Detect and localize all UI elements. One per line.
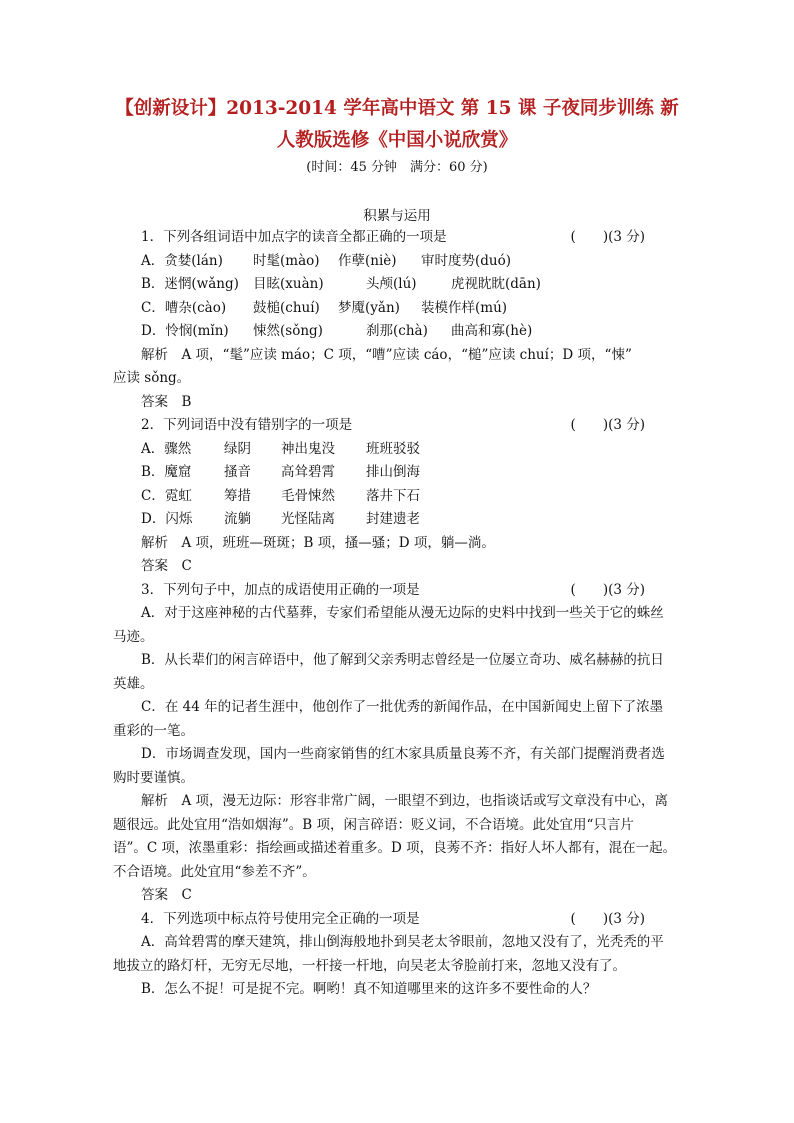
option-text: 鼓槌(chuí): [253, 299, 320, 316]
question-3-option-b-line-1: B．从长辈们的闲言碎语中，他了解到父亲秀明志曾经是一位屡立奇功、威名赫赫的抗日: [141, 652, 664, 668]
question-1-option-c: [113, 297, 685, 321]
question-3-option-b-line-2: 英雄。: [113, 675, 154, 692]
question-2-score: ( )(3 分): [570, 417, 645, 433]
questions-body: [113, 226, 685, 1002]
option-text: C．霓虹: [141, 487, 192, 504]
question-4-option-a-line-1: A．高耸碧霄的摩天建筑，排山倒海般地扑到吴老太爷眼前，忽地又没有了，光秃秃的平: [141, 934, 664, 950]
question-1-analysis-line-2: 应读 sǒng。: [113, 370, 191, 386]
question-1-answer: 答案 B: [141, 393, 192, 410]
question-1-score: ( )(3 分): [570, 229, 645, 245]
question-1-analysis-line-1: 解析 A 项，“髦”应读 máo；C 项，“嘈”应读 cáo，“槌”应读 chuí；D 项，“悚”: [141, 346, 632, 363]
question-1-option-a: [113, 250, 685, 274]
option-text: 落井下石: [366, 487, 420, 504]
question-4-option-b-line-1: B．怎么不捉！可是捉不完。啊哟！真不知道哪里来的这许多不要性命的人？: [141, 981, 597, 997]
question-4-option-a-line-2: 地拔立的路灯杆，无穷无尽地，一杆接一杆地，向吴老太爷脸前打来，忽地又没有了。: [113, 957, 626, 974]
question-3-text: 3．下列句子中，加点的成语使用正确的一项是: [141, 581, 420, 598]
option-text: A．贪婪(lán): [141, 252, 223, 269]
question-2-option-c: [113, 485, 685, 509]
question-4-score: ( )(3 分): [570, 910, 645, 927]
option-text: A．骤然: [141, 440, 192, 457]
option-text: 封建遗老: [366, 511, 420, 527]
question-3-option-c-line-2: 重彩的一笔。: [113, 722, 194, 739]
question-3-analysis-line-2: 题很远。此处宜用“浩如烟海”。B 项，闲言碎语：贬义词，不合语境。此处宜用“只言片: [113, 816, 634, 833]
option-text: 虎视眈眈(dān): [451, 276, 541, 292]
question-3-option-d-line-2: 购时要谨慎。: [113, 769, 194, 786]
question-2-analysis: 解析 A 项，班班—斑斑；B 项，搔—骚；D 项，躺—淌。: [141, 534, 495, 551]
option-text: 刹那(chà): [366, 323, 428, 339]
option-text: 头颅(lú): [366, 276, 417, 292]
question-1-option-b: [113, 273, 685, 297]
question-3-analysis-line-1: 解析 A 项，漫无边际：形容非常广阔，一眼望不到边，也指谈话或写文章没有中心，离: [141, 793, 669, 809]
option-text: 神出鬼没: [281, 440, 335, 457]
option-text: B．迷惘(wǎng): [141, 276, 239, 292]
option-text: D．怜悯(mǐn): [141, 323, 229, 339]
option-text: 曲高和寡(hè): [451, 323, 533, 339]
document-title-line-1: 【创新设计】2013-2014 学年高中语文 第 15 课 子夜同步训练 新: [115, 98, 679, 119]
question-3-analysis-line-4: 不合语境。此处宜用“参差不齐”。: [113, 863, 316, 880]
question-3-option-d-line-1: D．市场调查发现，国内一些商家销售的红木家具质量良莠不齐，有关部门提醒消费者选: [141, 746, 665, 762]
option-text: 毛骨悚然: [281, 487, 335, 504]
question-2-option-d: [113, 508, 685, 532]
option-text: 班班驳驳: [366, 440, 420, 457]
option-text: 流躺: [224, 511, 251, 527]
time-and-score-note: (时间：45 分钟 满分：60 分): [306, 160, 488, 175]
question-2-answer: 答案 C: [141, 558, 192, 574]
option-text: 装模作样(mú): [421, 299, 508, 316]
document-title-line-2: 人教版选修《中国小说欣赏》: [276, 130, 518, 151]
option-text: 高耸碧霄: [281, 464, 335, 480]
question-1-text: 1．下列各组词语中加点字的读音全都正确的一项是: [141, 229, 447, 245]
option-text: 搔音: [224, 464, 251, 480]
option-text: 作孽(niè): [338, 252, 397, 269]
option-text: 梦魇(yǎn): [338, 299, 400, 316]
option-text: B．魔窟: [141, 464, 192, 480]
question-2-stem: [113, 414, 685, 438]
question-2-option-b: [113, 461, 685, 485]
option-text: D．闪烁: [141, 511, 193, 527]
question-3-analysis-line-3: 语”。C 项，浓墨重彩：指绘画或描述着重多。D 项，良莠不齐：指好人坏人都有，混在一起。: [113, 840, 677, 856]
question-1-stem: [113, 226, 685, 250]
question-4-stem: [113, 908, 685, 932]
question-3-stem: [113, 579, 685, 603]
option-text: 审时度势(duó): [421, 252, 511, 269]
section-heading: 积累与运用: [363, 208, 431, 224]
option-text: C．嘈杂(cào): [141, 299, 227, 316]
question-3-option-a-line-1: A．对于这座神秘的古代墓葬，专家们希望能从漫无边际的史料中找到一些关于它的蛛丝: [141, 605, 664, 621]
option-text: 排山倒海: [366, 464, 420, 480]
option-text: 筹措: [224, 487, 251, 504]
question-3-answer: 答案 C: [141, 887, 192, 903]
option-text: 绿阴: [224, 440, 251, 457]
question-2-text: 2．下列词语中没有错别字的一项是: [141, 417, 353, 433]
option-text: 悚然(sǒng): [253, 323, 323, 339]
option-text: 时髦(mào): [253, 252, 320, 269]
question-4-text: 4．下列选项中标点符号使用完全正确的一项是: [141, 910, 420, 927]
question-1-option-d: [113, 320, 685, 344]
question-3-option-a-line-2: 马迹。: [113, 628, 154, 645]
option-text: 目眩(xuàn): [253, 276, 324, 292]
question-2-option-a: [113, 438, 685, 462]
option-text: 光怪陆离: [281, 511, 335, 527]
question-3-score: ( )(3 分): [570, 581, 645, 598]
question-3-option-c-line-1: C．在 44 年的记者生涯中，他创作了一批优秀的新闻作品，在中国新闻史上留下了浓墨: [141, 699, 664, 715]
